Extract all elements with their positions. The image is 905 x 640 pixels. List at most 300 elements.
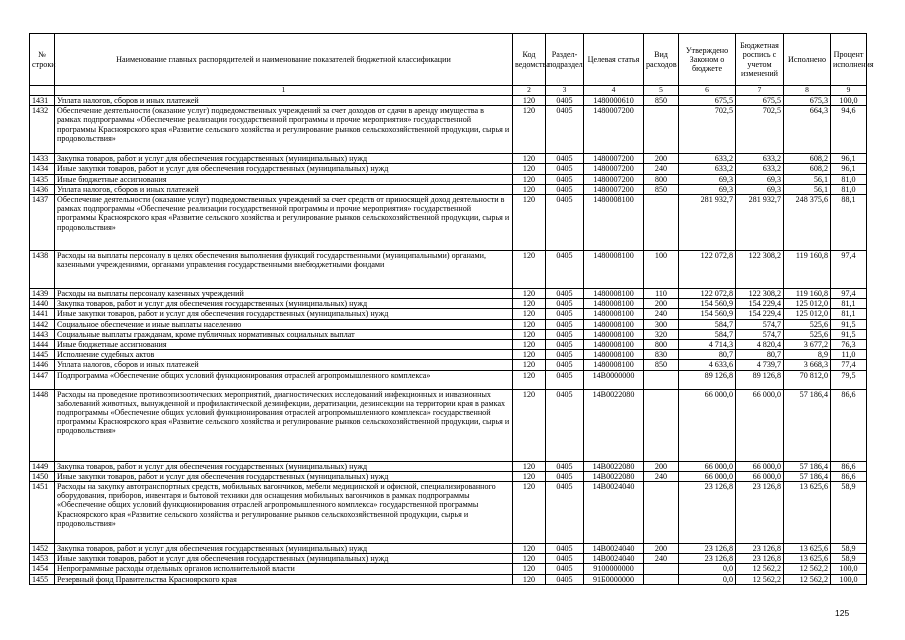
cell-approved-by-law: 584,7 xyxy=(679,329,736,339)
cell-target-article: 1480008100 xyxy=(584,350,644,360)
table-row xyxy=(30,96,867,106)
cell-razdel: 0405 xyxy=(546,319,584,329)
column-number: 5 xyxy=(644,86,679,96)
cell-row-number: 1433 xyxy=(30,154,55,164)
cell-approved-by-law: 281 932,7 xyxy=(679,195,736,251)
cell-expense-type: 240 xyxy=(644,554,679,564)
cell-name: Закупка товаров, работ и услуг для обеспечения государственных (муниципальных) нужд xyxy=(55,461,513,471)
cell-target-article: 1480008100 xyxy=(584,309,644,319)
cell-percent: 81,0 xyxy=(831,174,867,184)
cell-name: Уплата налогов, сборов и иных платежей xyxy=(55,96,513,106)
table-row xyxy=(30,340,867,350)
cell-razdel: 0405 xyxy=(546,96,584,106)
cell-percent: 58,9 xyxy=(831,554,867,564)
cell-ved: 120 xyxy=(513,184,546,194)
column-number: 6 xyxy=(679,86,736,96)
cell-executed: 3 677,2 xyxy=(784,340,831,350)
cell-expense-type xyxy=(644,195,679,251)
cell-executed: 119 160,8 xyxy=(784,289,831,299)
cell-razdel: 0405 xyxy=(546,184,584,194)
cell-budget-schedule: 702,5 xyxy=(736,106,784,154)
cell-expense-type: 800 xyxy=(644,340,679,350)
cell-expense-type: 200 xyxy=(644,461,679,471)
cell-target-article: 14В0022080 xyxy=(584,461,644,471)
cell-name: Социальное обеспечение и иные выплаты населению xyxy=(55,319,513,329)
cell-name: Расходы на выплаты персоналу казенных учреждений xyxy=(55,289,513,299)
cell-expense-type xyxy=(644,106,679,154)
table-row xyxy=(30,482,867,544)
cell-executed: 13 625,6 xyxy=(784,544,831,554)
table-row xyxy=(30,289,867,299)
header-law: Утверждено Законом о бюджете xyxy=(679,34,736,86)
cell-ved: 120 xyxy=(513,319,546,329)
cell-row-number: 1451 xyxy=(30,482,55,544)
cell-ved: 120 xyxy=(513,554,546,564)
cell-approved-by-law: 4 633,6 xyxy=(679,360,736,370)
cell-name: Уплата налогов, сборов и иных платежей xyxy=(55,184,513,194)
cell-executed: 56,1 xyxy=(784,184,831,194)
cell-razdel: 0405 xyxy=(546,174,584,184)
column-number-blank xyxy=(30,86,55,96)
cell-row-number: 1442 xyxy=(30,319,55,329)
table-row xyxy=(30,299,867,309)
cell-ved: 120 xyxy=(513,389,546,461)
cell-name: Расходы на выплаты персоналу в целях обеспечения выполнения функций государственными (муниципальными) органами, казенными учреждениями, органами управления государственными внебюджетными фондами xyxy=(55,251,513,289)
cell-razdel: 0405 xyxy=(546,106,584,154)
cell-target-article: 9100000000 xyxy=(584,564,644,574)
header-razdel: Раздел-подраздел xyxy=(546,34,584,86)
header-isp: Исполнено xyxy=(784,34,831,86)
table-row xyxy=(30,154,867,164)
cell-budget-schedule: 23 126,8 xyxy=(736,482,784,544)
cell-percent: 94,6 xyxy=(831,106,867,154)
cell-target-article: 14В0024040 xyxy=(584,482,644,544)
cell-razdel: 0405 xyxy=(546,544,584,554)
cell-razdel: 0405 xyxy=(546,471,584,481)
table-row xyxy=(30,350,867,360)
cell-budget-schedule: 12 562,2 xyxy=(736,574,784,584)
table-row xyxy=(30,360,867,370)
cell-row-number: 1444 xyxy=(30,340,55,350)
cell-target-article: 1480007200 xyxy=(584,154,644,164)
cell-razdel: 0405 xyxy=(546,164,584,174)
cell-target-article: 1480007200 xyxy=(584,174,644,184)
cell-name: Исполнение судебных актов xyxy=(55,350,513,360)
cell-budget-schedule: 675,5 xyxy=(736,96,784,106)
cell-budget-schedule: 66 000,0 xyxy=(736,471,784,481)
cell-target-article: 14В0022080 xyxy=(584,471,644,481)
cell-row-number: 1434 xyxy=(30,164,55,174)
cell-executed: 13 625,6 xyxy=(784,554,831,564)
cell-target-article: 1480007200 xyxy=(584,184,644,194)
cell-target-article: 91Б0000000 xyxy=(584,574,644,584)
cell-name: Резервный фонд Правительства Красноярского края xyxy=(55,574,513,584)
cell-approved-by-law: 23 126,8 xyxy=(679,554,736,564)
cell-approved-by-law: 702,5 xyxy=(679,106,736,154)
cell-executed: 119 160,8 xyxy=(784,251,831,289)
cell-budget-schedule: 574,7 xyxy=(736,319,784,329)
cell-row-number: 1438 xyxy=(30,251,55,289)
cell-ved: 120 xyxy=(513,164,546,174)
cell-name: Социальные выплаты гражданам, кроме публичных нормативных социальных выплат xyxy=(55,329,513,339)
cell-approved-by-law: 633,2 xyxy=(679,154,736,164)
cell-executed: 13 625,6 xyxy=(784,482,831,544)
cell-row-number: 1449 xyxy=(30,461,55,471)
cell-percent: 97,4 xyxy=(831,251,867,289)
cell-name: Иные бюджетные ассигнования xyxy=(55,174,513,184)
cell-razdel: 0405 xyxy=(546,154,584,164)
cell-expense-type: 240 xyxy=(644,471,679,481)
cell-expense-type xyxy=(644,389,679,461)
cell-row-number: 1452 xyxy=(30,544,55,554)
cell-budget-schedule: 80,7 xyxy=(736,350,784,360)
column-number: 8 xyxy=(784,86,831,96)
cell-expense-type: 830 xyxy=(644,350,679,360)
cell-budget-schedule: 66 000,0 xyxy=(736,389,784,461)
cell-percent: 86,6 xyxy=(831,461,867,471)
cell-ved: 120 xyxy=(513,96,546,106)
cell-name: Иные закупки товаров, работ и услуг для обеспечения государственных (муниципальных) нужд xyxy=(55,554,513,564)
cell-target-article: 1480008100 xyxy=(584,340,644,350)
table-row xyxy=(30,106,867,154)
cell-name: Иные закупки товаров, работ и услуг для обеспечения государственных (муниципальных) нужд xyxy=(55,164,513,174)
cell-name: Иные закупки товаров, работ и услуг для обеспечения государственных (муниципальных) нужд xyxy=(55,471,513,481)
cell-razdel: 0405 xyxy=(546,340,584,350)
table-row xyxy=(30,319,867,329)
cell-expense-type xyxy=(644,564,679,574)
cell-target-article: 1480008100 xyxy=(584,195,644,251)
table-row xyxy=(30,471,867,481)
column-number: 3 xyxy=(546,86,584,96)
cell-percent: 100,0 xyxy=(831,96,867,106)
cell-approved-by-law: 675,5 xyxy=(679,96,736,106)
cell-budget-schedule: 4 820,4 xyxy=(736,340,784,350)
cell-target-article: 14В0000000 xyxy=(584,370,644,389)
column-number: 9 xyxy=(831,86,867,96)
cell-row-number: 1435 xyxy=(30,174,55,184)
cell-name: Подпрограмма «Обеспечение общих условий функционирования отраслей агропромышленного комплекса» xyxy=(55,370,513,389)
cell-razdel: 0405 xyxy=(546,289,584,299)
cell-target-article: 1480008100 xyxy=(584,251,644,289)
cell-row-number: 1441 xyxy=(30,309,55,319)
cell-ved: 120 xyxy=(513,564,546,574)
cell-percent: 91,5 xyxy=(831,319,867,329)
header-cs: Целевая статья xyxy=(584,34,644,86)
cell-razdel: 0405 xyxy=(546,350,584,360)
cell-row-number: 1448 xyxy=(30,389,55,461)
cell-expense-type: 200 xyxy=(644,154,679,164)
cell-executed: 57 186,4 xyxy=(784,461,831,471)
cell-approved-by-law: 154 560,9 xyxy=(679,309,736,319)
cell-percent: 100,0 xyxy=(831,574,867,584)
cell-executed: 608,2 xyxy=(784,164,831,174)
cell-row-number: 1446 xyxy=(30,360,55,370)
cell-target-article: 1480008100 xyxy=(584,299,644,309)
cell-razdel: 0405 xyxy=(546,564,584,574)
cell-razdel: 0405 xyxy=(546,482,584,544)
cell-ved: 120 xyxy=(513,154,546,164)
cell-row-number: 1437 xyxy=(30,195,55,251)
cell-approved-by-law: 66 000,0 xyxy=(679,389,736,461)
cell-approved-by-law: 23 126,8 xyxy=(679,544,736,554)
cell-executed: 57 186,4 xyxy=(784,389,831,461)
cell-budget-schedule: 633,2 xyxy=(736,164,784,174)
cell-razdel: 0405 xyxy=(546,389,584,461)
cell-name: Расходы на проведение противоэпизоотических мероприятий, диагностических исследований инфекционных и инвазионных заболеваний животных, вынужденной и профилактической дезинфекции, дератизации, дезинсекции на территории края в рамках подпрограммы «Обеспечение общих условий функционирования отраслей агропромышленного комплекса» государственной программы Красноярского края «Развитие сельского хозяйства и регулирование рынков сельскохозяйственной продукции, сырья и продовольствия» xyxy=(55,389,513,461)
cell-percent: 76,3 xyxy=(831,340,867,350)
cell-executed: 248 375,6 xyxy=(784,195,831,251)
table-row xyxy=(30,461,867,471)
cell-ved: 120 xyxy=(513,350,546,360)
cell-approved-by-law: 0,0 xyxy=(679,564,736,574)
cell-row-number: 1440 xyxy=(30,299,55,309)
cell-expense-type xyxy=(644,370,679,389)
cell-expense-type xyxy=(644,574,679,584)
cell-row-number: 1447 xyxy=(30,370,55,389)
cell-percent: 11,0 xyxy=(831,350,867,360)
cell-ved: 120 xyxy=(513,106,546,154)
header-num: № строки xyxy=(30,34,55,86)
cell-budget-schedule: 633,2 xyxy=(736,154,784,164)
table-row xyxy=(30,251,867,289)
cell-ved: 120 xyxy=(513,370,546,389)
cell-expense-type: 200 xyxy=(644,544,679,554)
budget-report-sheet xyxy=(29,33,874,585)
cell-ved: 120 xyxy=(513,471,546,481)
table-row xyxy=(30,544,867,554)
cell-razdel: 0405 xyxy=(546,360,584,370)
cell-razdel: 0405 xyxy=(546,554,584,564)
column-number: 2 xyxy=(513,86,546,96)
header-row xyxy=(30,34,867,86)
cell-expense-type: 320 xyxy=(644,329,679,339)
cell-expense-type xyxy=(644,482,679,544)
cell-approved-by-law: 154 560,9 xyxy=(679,299,736,309)
cell-ved: 120 xyxy=(513,360,546,370)
cell-row-number: 1432 xyxy=(30,106,55,154)
cell-budget-schedule: 122 308,2 xyxy=(736,251,784,289)
cell-approved-by-law: 584,7 xyxy=(679,319,736,329)
cell-percent: 86,6 xyxy=(831,389,867,461)
header-ved: Код ведомства xyxy=(513,34,546,86)
cell-budget-schedule: 154 229,4 xyxy=(736,299,784,309)
cell-percent: 86,6 xyxy=(831,471,867,481)
column-number: 4 xyxy=(584,86,644,96)
column-number-row xyxy=(30,86,867,96)
table-row xyxy=(30,195,867,251)
cell-ved: 120 xyxy=(513,289,546,299)
cell-executed: 608,2 xyxy=(784,154,831,164)
cell-executed: 664,3 xyxy=(784,106,831,154)
cell-target-article: 14В0022080 xyxy=(584,389,644,461)
cell-approved-by-law: 122 072,8 xyxy=(679,289,736,299)
table-row xyxy=(30,329,867,339)
cell-razdel: 0405 xyxy=(546,461,584,471)
cell-percent: 96,1 xyxy=(831,164,867,174)
cell-target-article: 1480008100 xyxy=(584,289,644,299)
table-row xyxy=(30,174,867,184)
cell-row-number: 1431 xyxy=(30,96,55,106)
cell-executed: 3 668,3 xyxy=(784,360,831,370)
cell-name: Непрограммные расходы отдельных органов исполнительной власти xyxy=(55,564,513,574)
cell-executed: 125 012,0 xyxy=(784,309,831,319)
cell-percent: 79,5 xyxy=(831,370,867,389)
cell-approved-by-law: 4 714,3 xyxy=(679,340,736,350)
cell-name: Закупка товаров, работ и услуг для обеспечения государственных (муниципальных) нужд xyxy=(55,544,513,554)
cell-row-number: 1439 xyxy=(30,289,55,299)
cell-razdel: 0405 xyxy=(546,299,584,309)
cell-ved: 120 xyxy=(513,340,546,350)
cell-expense-type: 100 xyxy=(644,251,679,289)
cell-percent: 81,0 xyxy=(831,184,867,194)
cell-ved: 120 xyxy=(513,461,546,471)
table-row xyxy=(30,164,867,174)
cell-expense-type: 850 xyxy=(644,360,679,370)
cell-razdel: 0405 xyxy=(546,251,584,289)
cell-budget-schedule: 69,3 xyxy=(736,174,784,184)
cell-expense-type: 850 xyxy=(644,96,679,106)
table-body xyxy=(30,96,867,585)
cell-percent: 96,1 xyxy=(831,154,867,164)
cell-executed: 12 562,2 xyxy=(784,564,831,574)
cell-percent: 81,1 xyxy=(831,309,867,319)
cell-ved: 120 xyxy=(513,482,546,544)
cell-name: Закупка товаров, работ и услуг для обеспечения государственных (муниципальных) нужд xyxy=(55,299,513,309)
table-row xyxy=(30,564,867,574)
cell-executed: 525,6 xyxy=(784,329,831,339)
cell-name: Иные бюджетные ассигнования xyxy=(55,340,513,350)
header-rosp: Бюджетная роспись с учетом изменений xyxy=(736,34,784,86)
header-name: Наименование главных распорядителей и наименование показателей бюджетной классификации xyxy=(55,34,513,86)
cell-row-number: 1443 xyxy=(30,329,55,339)
cell-razdel: 0405 xyxy=(546,309,584,319)
cell-row-number: 1445 xyxy=(30,350,55,360)
table-row xyxy=(30,574,867,584)
cell-percent: 81,1 xyxy=(831,299,867,309)
cell-target-article: 1480008100 xyxy=(584,360,644,370)
cell-budget-schedule: 89 126,8 xyxy=(736,370,784,389)
cell-expense-type: 200 xyxy=(644,299,679,309)
cell-percent: 77,4 xyxy=(831,360,867,370)
page-number: 125 xyxy=(835,608,850,618)
cell-ved: 120 xyxy=(513,195,546,251)
cell-approved-by-law: 633,2 xyxy=(679,164,736,174)
header-pct: Процент исполнения xyxy=(831,34,867,86)
cell-approved-by-law: 0,0 xyxy=(679,574,736,584)
cell-row-number: 1453 xyxy=(30,554,55,564)
cell-percent: 58,9 xyxy=(831,544,867,554)
cell-percent: 88,1 xyxy=(831,195,867,251)
cell-approved-by-law: 66 000,0 xyxy=(679,471,736,481)
cell-razdel: 0405 xyxy=(546,329,584,339)
cell-executed: 8,9 xyxy=(784,350,831,360)
table-row xyxy=(30,184,867,194)
cell-budget-schedule: 281 932,7 xyxy=(736,195,784,251)
cell-row-number: 1454 xyxy=(30,564,55,574)
cell-approved-by-law: 69,3 xyxy=(679,184,736,194)
cell-expense-type: 240 xyxy=(644,164,679,174)
cell-approved-by-law: 80,7 xyxy=(679,350,736,360)
cell-approved-by-law: 69,3 xyxy=(679,174,736,184)
cell-razdel: 0405 xyxy=(546,574,584,584)
cell-ved: 120 xyxy=(513,329,546,339)
cell-name: Иные закупки товаров, работ и услуг для обеспечения государственных (муниципальных) нужд xyxy=(55,309,513,319)
cell-razdel: 0405 xyxy=(546,370,584,389)
cell-ved: 120 xyxy=(513,174,546,184)
cell-name: Обеспечение деятельности (оказание услуг) подведомственных учреждений за счет средств от приносящей доход деятельности в рамках подпрограммы «Обеспечение реализации государственной программы и прочие мероприятия» государственной программы Красноярского края «Развитие сельского хозяйства и регулирование рынков сельскохозяйственной продукции, сырья и продовольствия» xyxy=(55,195,513,251)
cell-budget-schedule: 122 308,2 xyxy=(736,289,784,299)
cell-expense-type: 850 xyxy=(644,184,679,194)
cell-ved: 120 xyxy=(513,544,546,554)
cell-approved-by-law: 89 126,8 xyxy=(679,370,736,389)
cell-approved-by-law: 66 000,0 xyxy=(679,461,736,471)
budget-table xyxy=(29,33,874,585)
cell-name: Уплата налогов, сборов и иных платежей xyxy=(55,360,513,370)
table-row xyxy=(30,389,867,461)
cell-name: Расходы на закупку автотранспортных средств, мобильных вагончиков, мебели медицинской и офисной, специализированного оборудования, приборов, инвентаря и бытовой техники для оснащения мобильных вагончиков в рамках подпрограммы «Обеспечение общих условий функционирования отраслей агропромышленного комплекса» государственной программы Красноярского края «Развитие сельского хозяйства и регулирование рынков сельскохозяйственной продукции, сырья и продовольствия» xyxy=(55,482,513,544)
cell-ved: 120 xyxy=(513,309,546,319)
table-row xyxy=(30,554,867,564)
cell-target-article: 1480007200 xyxy=(584,106,644,154)
cell-percent: 100,0 xyxy=(831,564,867,574)
cell-target-article: 14В0024040 xyxy=(584,544,644,554)
cell-name: Обеспечение деятельности (оказание услуг) подведомственных учреждений за счет доходов от сдачи в аренду имущества в рамках подпрограммы «Обеспечение реализации государственной программы и прочие мероприятия» государственной программы Красноярского края «Развитие сельского хозяйства и регулирование рынков сельскохозяйственной продукции, сырья и продовольствия» xyxy=(55,106,513,154)
column-number: 1 xyxy=(55,86,513,96)
cell-row-number: 1450 xyxy=(30,471,55,481)
header-vr: Вид расходов xyxy=(644,34,679,86)
cell-percent: 58,9 xyxy=(831,482,867,544)
cell-target-article: 1480008100 xyxy=(584,329,644,339)
table-row xyxy=(30,309,867,319)
cell-executed: 12 562,2 xyxy=(784,574,831,584)
cell-percent: 97,4 xyxy=(831,289,867,299)
cell-executed: 125 012,0 xyxy=(784,299,831,309)
cell-budget-schedule: 23 126,8 xyxy=(736,554,784,564)
cell-expense-type: 110 xyxy=(644,289,679,299)
cell-razdel: 0405 xyxy=(546,195,584,251)
cell-target-article: 14В0024040 xyxy=(584,554,644,564)
cell-target-article: 1480008100 xyxy=(584,319,644,329)
cell-ved: 120 xyxy=(513,574,546,584)
cell-budget-schedule: 574,7 xyxy=(736,329,784,339)
table-row xyxy=(30,370,867,389)
cell-ved: 120 xyxy=(513,251,546,289)
cell-executed: 525,6 xyxy=(784,319,831,329)
cell-approved-by-law: 122 072,8 xyxy=(679,251,736,289)
cell-executed: 675,3 xyxy=(784,96,831,106)
cell-expense-type: 300 xyxy=(644,319,679,329)
cell-expense-type: 800 xyxy=(644,174,679,184)
cell-row-number: 1436 xyxy=(30,184,55,194)
cell-target-article: 1480007200 xyxy=(584,164,644,174)
cell-executed: 56,1 xyxy=(784,174,831,184)
cell-row-number: 1455 xyxy=(30,574,55,584)
cell-ved: 120 xyxy=(513,299,546,309)
cell-target-article: 1480000610 xyxy=(584,96,644,106)
cell-budget-schedule: 23 126,8 xyxy=(736,544,784,554)
cell-budget-schedule: 69,3 xyxy=(736,184,784,194)
cell-budget-schedule: 12 562,2 xyxy=(736,564,784,574)
cell-expense-type: 240 xyxy=(644,309,679,319)
cell-budget-schedule: 154 229,4 xyxy=(736,309,784,319)
cell-executed: 70 812,0 xyxy=(784,370,831,389)
cell-budget-schedule: 4 739,7 xyxy=(736,360,784,370)
cell-percent: 91,5 xyxy=(831,329,867,339)
cell-executed: 57 186,4 xyxy=(784,471,831,481)
column-number: 7 xyxy=(736,86,784,96)
cell-approved-by-law: 23 126,8 xyxy=(679,482,736,544)
cell-name: Закупка товаров, работ и услуг для обеспечения государственных (муниципальных) нужд xyxy=(55,154,513,164)
